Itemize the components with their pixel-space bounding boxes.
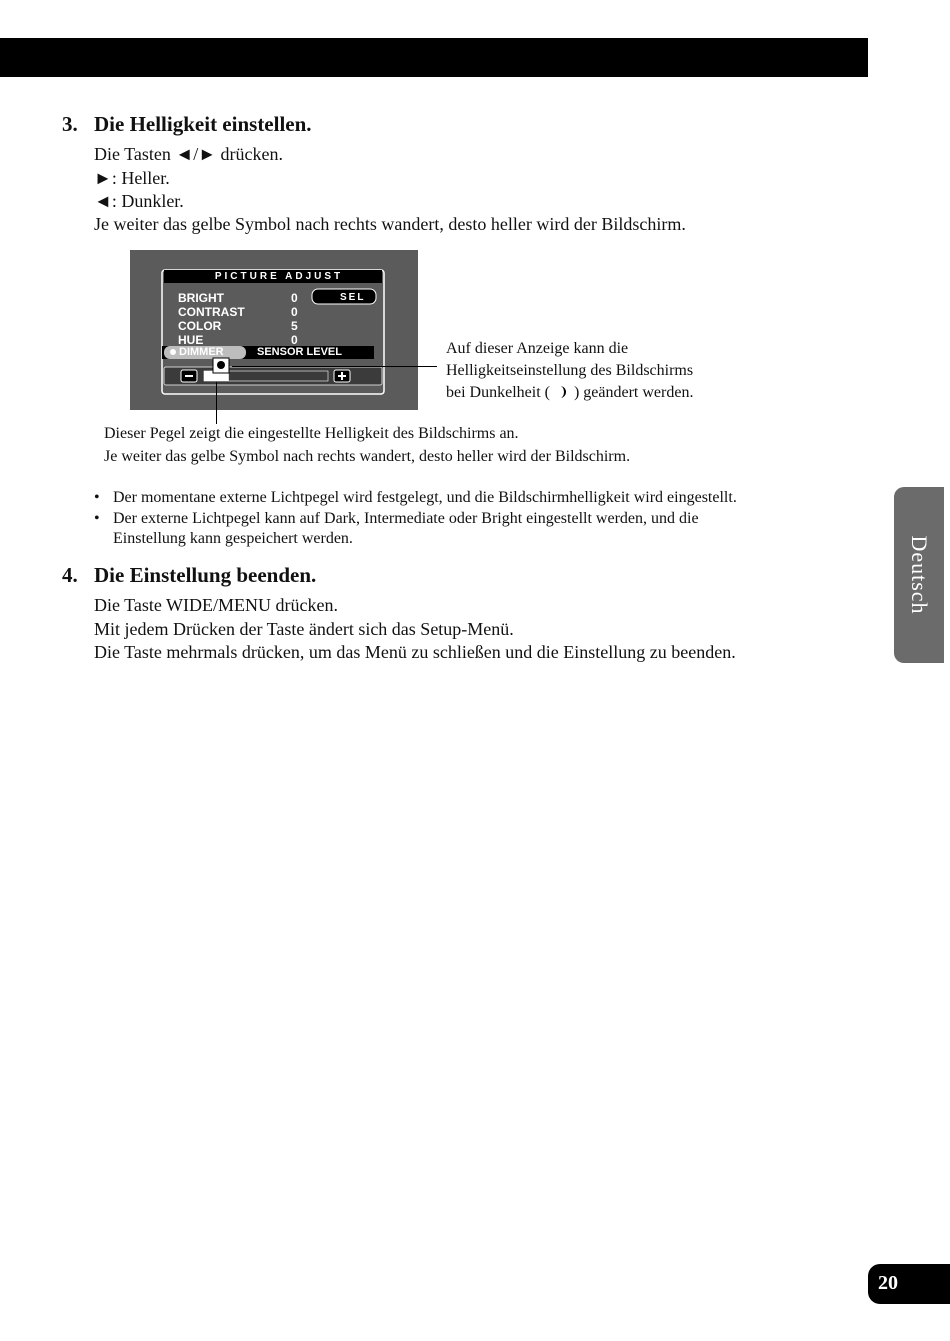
callout-right-line-2: Helligkeitseinstellung des Bildschirms [446,362,694,379]
section-4-line-2: Mit jedem Drücken der Taste ändert sich das Setup-Menü. [94,619,514,639]
callout-bottom-line-1: Dieser Pegel zeigt die eingestellte Helligkeit des Bildschirms an. [104,425,519,442]
section-3-line-4: Je weiter das gelbe Symbol nach rechts wandert, desto heller wird der Bildschirm. [94,214,686,234]
bullet-text-2a: Der externe Lichtpegel kann auf Dark, Intermediate oder Bright eingestellt werden, und die [113,510,699,527]
callout-right-leader [232,366,437,367]
osd-label-bright: BRIGHT [178,291,224,305]
bullet-dot-icon: • [94,489,100,506]
language-tab [894,487,944,663]
picture-adjust-screen [130,250,418,410]
callout-right-line-3a: bei Dunkelheit ( [446,384,550,401]
section-3-line-1: Die Tasten ◄/► drücken. [94,144,283,164]
bullet-dot-icon: • [94,510,100,527]
page-number-badge [868,1264,950,1304]
callout-bottom-line-2: Je weiter das gelbe Symbol nach rechts wandert, desto heller wird der Bildschirm. [104,448,631,465]
callout-right-line-1: Auf dieser Anzeige kann die [446,340,629,357]
section-4-line-3: Die Taste mehrmals drücken, um das Menü zu schließen und die Einstellung zu beenden. [94,642,736,662]
section-4-line-1: Die Taste WIDE/MENU drücken. [94,595,339,615]
section-4-title: Die Einstellung beenden. [94,563,317,587]
osd-label-color: COLOR [178,319,222,333]
osd-value-contrast: 0 [291,305,298,319]
osd-value-bright: 0 [291,291,298,305]
osd-label-hue: HUE [178,333,204,347]
osd-label-contrast: CONTRAST [178,305,245,319]
osd-value-color: 5 [291,319,298,333]
osd-dimmer-label: DIMMER [179,346,224,358]
moon-icon [554,385,570,399]
section-3-line-2: ►: Heller. [94,168,170,188]
section-3-number: 3. [62,112,78,136]
section-4-number: 4. [62,563,78,587]
callout-bottom-leader [216,382,217,424]
page-number: 20 [878,1272,898,1294]
osd-sel-label: SEL [340,292,366,303]
section-3-line-3: ◄: Dunkler. [94,191,184,211]
section-3-title: Die Helligkeit einstellen. [94,112,312,136]
osd-value-hue: 0 [291,333,298,347]
bullet-text-2b: Einstellung kann gespeichert werden. [113,530,353,547]
osd-sensor-level: SENSOR LEVEL [257,346,342,358]
header-bar [0,38,868,77]
callout-right-line-3 [446,384,693,402]
osd-title: PICTURE ADJUST [214,271,344,282]
bullet-text-1: Der momentane externe Lichtpegel wird festgelegt, und die Bildschirmhelligkeit wird eingestellt. [113,489,737,506]
language-tab-label: Deutsch [907,535,932,615]
callout-right-line-3b: ) geändert werden. [573,384,694,401]
